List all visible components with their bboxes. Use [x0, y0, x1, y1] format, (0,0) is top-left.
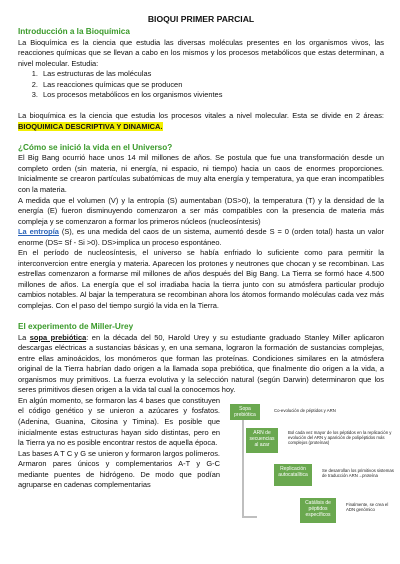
diagram-node-prebiotic-soup: Sopa prebiótica — [230, 404, 260, 420]
list-item: 3. Los procesos metabólicos en los organismos vivientes — [40, 90, 384, 101]
entropy-growth-paragraph: A medida que el volumen (V) y la entropía (S) aumentaban (DS>0), la temperatura (T) y la densidad de la energía (E) fueron disminuyendo comenzaron a ser más compatibles con la presencia de materia más compleja y se comenzaron a formar los primeros núcleos (nucleosíntesis) — [18, 195, 384, 226]
connector-line — [242, 418, 244, 518]
section-heading-origin: ¿Cómo se inició la vida en el Universo? — [18, 142, 173, 152]
nucleosynthesis-paragraph: En el período de nucleosíntesis, el universo se había enfriado lo suficiente como para permitir la interconvercion entre energía y materia. Aparecen los protones y neutrones que chocan y se recombinan. Las estrellas comenzaron a formarse mil millones de años después del Big Bang. La Tierra se formó hace 4.500 millones de años. La energía que el sol irradiaba hacia la tierra junto con su atmósfera particular produjo cambios notables. Al bajar la temperatura se recombinan ahora los átomos formando moléculas cada vez más complejas. Con el paso del tiempo surgió la vida en la Tierra. — [18, 248, 384, 311]
diagram-node-peptide-catalysis: Catálisis de péptidos específicos — [300, 498, 336, 523]
rna-evolution-diagram — [230, 396, 398, 556]
entropy-text: (S), es una medida del caos de un sistema, aumentó desde S = 0 (orden total) hasta un valor enorme (DS= Sf - Si >0). DS>implica un proceso espontáneo. — [18, 227, 384, 247]
prebiotic-text: : en la década del 50, Harold Urey y su estudiante graduado Stanley Miller aplicaron descargas eléctricas a sustancias básicas y, en una semana, lograron la formación de sustancias complejas, entre ellas aminoácidos, los monómeros que forman las proteínas. Condiciones similares en la atmósfera original de la Tierra habrían dado origen a la llamada sopa prebiótica, que finalmente dio origen a la vida, a organismos muy primitivos. La fuerza evolutiva y la selección natural (según Darwin) determinaron que los seres primitivos diesen origen a la vida tal cual la conocemos hoy. — [18, 332, 384, 395]
section-heading-miller-urey: El experimento de Miller-Urey — [18, 322, 134, 332]
diagram-note: Bol cada vez mayor de los péptidos en la replicación y evolución del ARN y aparición de polipéptidos más complejos (proteínas) — [288, 429, 392, 446]
diagram-node-autocatalytic: Replicación autocatalítica — [274, 464, 312, 486]
intro-list — [18, 69, 384, 101]
diagram-node-random-rna: ARN de secuencias al azar — [246, 428, 278, 453]
entropy-term: La entropía — [18, 227, 59, 237]
prebiotic-term: sopa prebiótica — [29, 332, 87, 342]
bases-paragraph: En algún momento, se formaron las 4 bases que constituyen el código genético y se unieron a azúcares y fosfatos. (Adenina, Guanina, Citosina y Timina). Es posible que inicialmente estas estructuras hayan sido distintas, pero en la Tierra ya no es posible encontrar restos de aquella época. — [18, 395, 220, 448]
bases-block — [18, 395, 394, 518]
prebiotic-prefix: La — [18, 332, 30, 342]
connector-line — [242, 516, 257, 518]
diagram-note: Finalmente, se crea el ADN genómico — [346, 501, 389, 513]
entropy-paragraph — [18, 227, 384, 248]
areas-text: La bioquímica es la ciencia que estudia los procesos vitales a nivel molecular. Esta se divide en 2 áreas: — [18, 111, 384, 121]
bigbang-paragraph: El Big Bang ocurrió hace unos 14 mil millones de años. Se postula que fue una transformación desde un completo orden (sin materia, ni energía, ni espacio, ni tiempo) hacia un caos de enormes proporciones. Inicialmente se crearon partículas subatómicas de muy alta energía y temperatura, ya que eran incompatibles con la materia. — [18, 153, 384, 195]
areas-paragraph — [18, 111, 384, 132]
prebiotic-paragraph — [18, 333, 384, 396]
polymers-paragraph: Las bases A T C y G se unieron y formaron largos polímeros. Armaron pares únicos y complementarios A-T y G-C mediante puentes de hidrógeno. De modo que podían agruparse en cadenas complementarias — [18, 448, 220, 490]
list-item: 1. Las estructuras de las moléculas — [40, 69, 384, 80]
diagram-note: Se desarrollan los primitivos sistemas de traducción ARN→proteína — [322, 467, 394, 479]
diagram-note: Co-evolución de péptidos y ARN — [274, 407, 336, 413]
document-page — [18, 14, 394, 518]
section-heading-intro: Introducción a la Bioquímica — [18, 27, 130, 36]
intro-paragraph: La Bioquímica es la ciencia que estudia las diversas moléculas presentes en los organismos vivos, las reacciones químicas que se llevan a cabo en los mismos y los procesos metabólicos que estas determinan, a nivel molecular. Estudia: — [18, 37, 384, 68]
highlighted-areas: BIOQUIMICA DESCRIPTIVA Y DINAMICA. — [18, 121, 163, 131]
list-item: 2. Las reacciones químicas que se producen — [40, 80, 384, 91]
document-title: BIOQUI PRIMER PARCIAL — [147, 14, 255, 24]
